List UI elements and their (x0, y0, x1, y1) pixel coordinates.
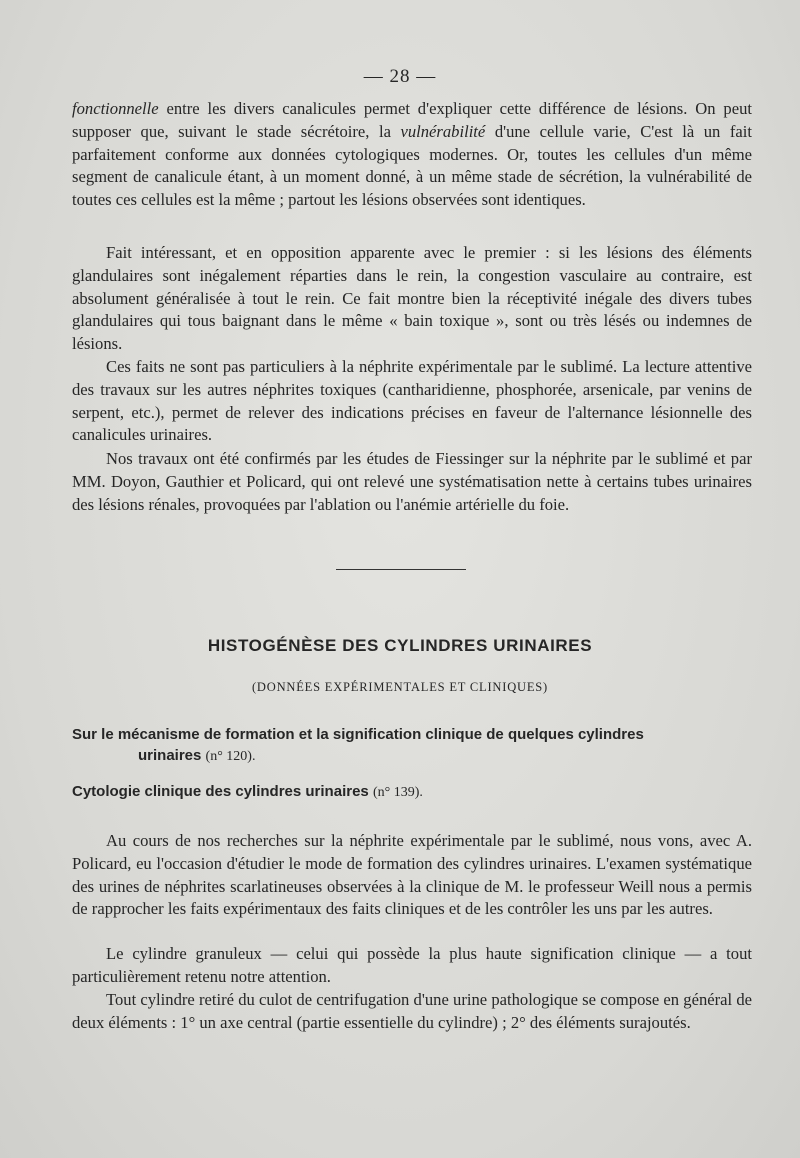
italic-term: vulnérabilité (400, 121, 486, 141)
section-divider (336, 569, 466, 570)
section-title: HISTOGÉNÈSE DES CYLINDRES URINAIRES (207, 636, 593, 655)
paragraph-2: Fait intéressant, et en opposition apparente avec le premier : si les lésions des éléments glandulaires sont inégalement réparties dans le rein, la congestion vasculaire au contraire, est absolument généralisée à tout le rein. Ce fait montre bien la réceptivité inégale des divers tubes glandulaires qui tous baignant dans le même « bain toxique », sont ou très lésés ou indemnes de lésions. (72, 243, 752, 354)
publication-ref: (n° 139). (372, 785, 423, 800)
page-number: — 28 — (363, 66, 437, 87)
paragraph-1-text: entre les divers canalicules permet d'expliquer cette différence de lésions. On peut supposer que, suivant le stade sécrétoire, la (72, 99, 752, 141)
paragraph-6: Le cylindre granuleux — celui qui possède la plus haute signification clinique — a tout particulièrement retenu notre attention. (72, 944, 752, 986)
publication-title: Sur le mécanisme de formation et la signification clinique de quelques cylindres (72, 726, 644, 743)
paragraph-1-text-2: d'une cellule varie, C'est là un fait parfaitement conforme aux données cytologiques modernes. Or, toutes les cellules d'un même segment de canalicule étant, à un moment donné, à un même stade de sécrétion, la vulnérabilité de toutes ces cellules est la même ; partout les lésions observées sont identiques. (72, 121, 752, 210)
publication-entry (72, 724, 762, 767)
publication-title-cont: urinaires (138, 747, 202, 764)
publication-entry (72, 781, 762, 803)
paragraph-3: Ces faits ne sont pas particuliers à la néphrite expérimentale par le sublimé. La lecture attentive des travaux sur les autres néphrites toxiques (cantharidienne, phosphorée, arsenicale, par venins de serpent, etc.), permet de relever des indications précises en faveur de l'alternance lésionnelle des canalicules urinaires. (72, 357, 752, 445)
italic-term: fonctionnelle (72, 99, 159, 118)
paragraph-5: Au cours de nos recherches sur la néphrite expérimentale par le sublimé, nous vons, avec A. Policard, eu l'occasion d'étudier le mode de formation des cylindres urinaires. L'examen systématique des urines de néphrites scarlatineuses observées à la clinique de M. le professeur Weill nous a permis de rapprocher les faits expérimentaux des faits cliniques et de les contrôler les uns par les autres. (72, 831, 752, 919)
paragraph-7: Tout cylindre retiré du culot de centrifugation d'une urine pathologique se compose en général de deux éléments : 1° un axe central (partie essentielle du cylindre) ; 2° des éléments surajoutés. (72, 990, 752, 1032)
paragraph-4: Nos travaux ont été confirmés par les études de Fiessinger sur la néphrite par le sublimé et par MM. Doyon, Gauthier et Policard, qui ont relevé une systématisation nette à certains tubes urinaires des lésions rénales, provoquées par l'ablation ou l'anémie artérielle du foie. (72, 449, 752, 514)
paragraph-1 (72, 98, 752, 212)
publication-ref: (n° 120). (205, 749, 256, 764)
publication-title: Cytologie clinique des cylindres urinaires (72, 783, 369, 800)
section-subtitle: (DONNÉES EXPÉRIMENTALES ET CLINIQUES) (251, 680, 549, 694)
